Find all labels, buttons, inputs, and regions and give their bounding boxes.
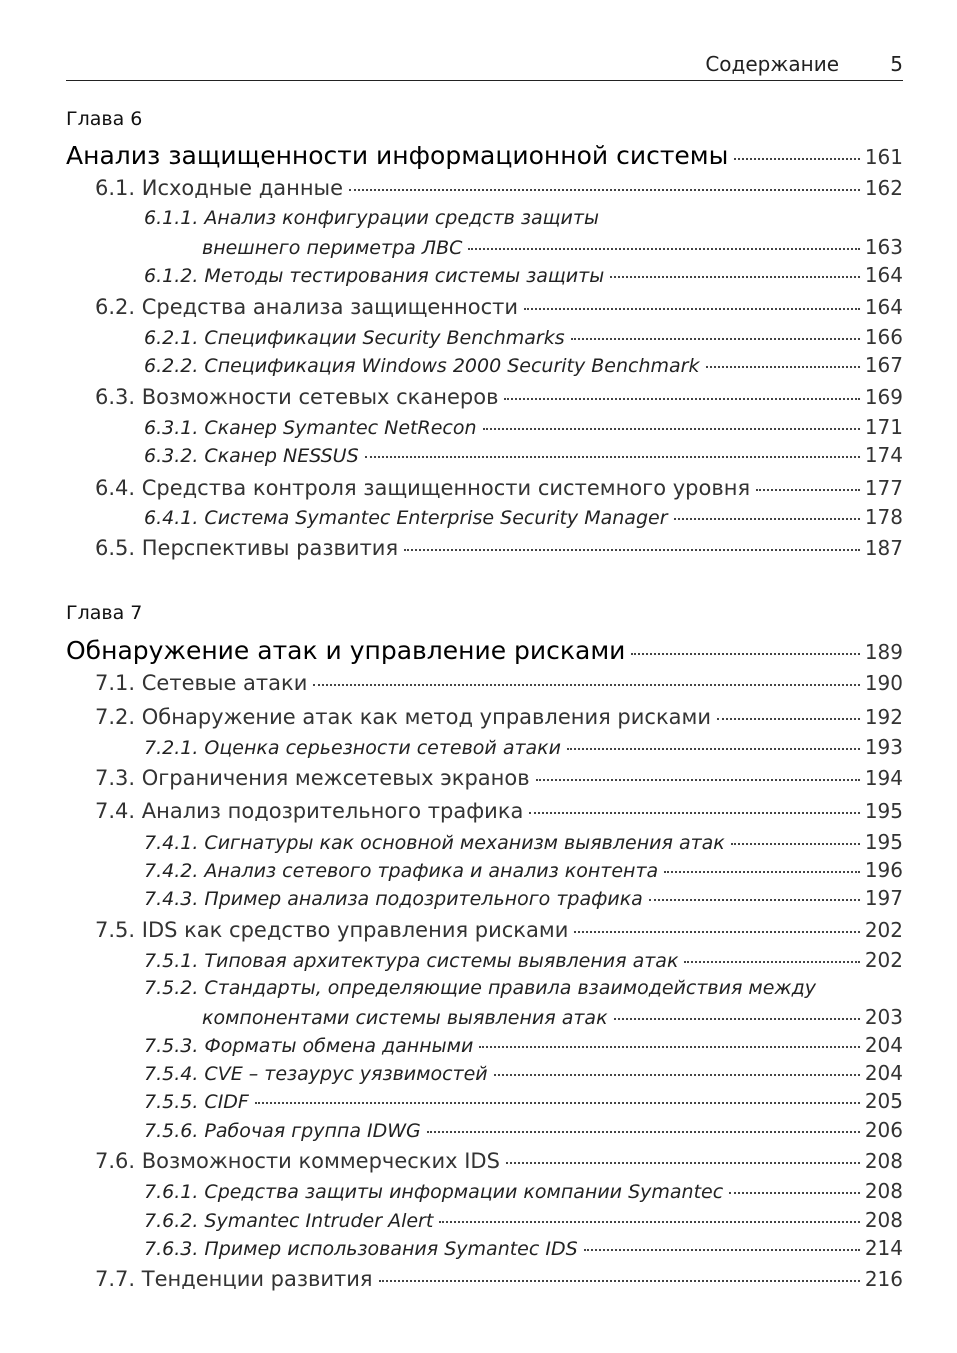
toc-subsection[interactable]	[66, 1033, 903, 1057]
toc-title: 7.6. Возможности коммерческих IDS	[95, 1149, 500, 1173]
leader-dots	[574, 931, 859, 933]
toc-title: 6.5. Перспективы развития	[95, 536, 399, 560]
toc-page: 193	[864, 735, 903, 759]
toc-page: 204	[864, 1061, 903, 1085]
leader-dots	[610, 276, 860, 278]
leader-dots	[631, 653, 859, 655]
leader-dots	[729, 1192, 860, 1194]
toc-subsection[interactable]	[66, 1118, 903, 1142]
toc-chapter-7[interactable]	[66, 636, 903, 665]
toc-page: 187	[864, 536, 903, 560]
toc-subsection[interactable]	[66, 325, 903, 349]
toc-title: 7.3. Ограничения межсетевых экранов	[95, 766, 530, 790]
chapter-6-label: Глава 6	[66, 108, 143, 130]
toc-page: 164	[864, 295, 903, 319]
leader-dots	[536, 779, 860, 781]
toc-page: 203	[864, 1005, 903, 1029]
toc-section[interactable]	[66, 385, 903, 409]
toc-subsection-line[interactable]: 7.5.2. Стандарты, определяющие правила взаимодействия между	[144, 977, 816, 999]
toc-title: 6.4.1. Система Symantec Enterprise Security Manager	[144, 507, 668, 529]
toc-title: 6.2.1. Спецификации Security Benchmarks	[144, 327, 565, 349]
leader-dots	[584, 1249, 860, 1251]
toc-title: 7.5.4. CVE – тезаурус уязвимостей	[144, 1063, 488, 1085]
toc-title: 7.4.3. Пример анализа подозрительного трафика	[144, 888, 643, 910]
toc-title: 7.4. Анализ подозрительного трафика	[95, 799, 524, 823]
toc-section[interactable]	[66, 766, 903, 790]
running-header-title: Содержание	[705, 52, 839, 76]
toc-page: 205	[864, 1089, 903, 1113]
toc-subsection[interactable]	[66, 443, 903, 467]
toc-page: 195	[864, 799, 903, 823]
leader-dots	[567, 748, 860, 750]
toc-title: 6.2.2. Спецификация Windows 2000 Security Benchmark	[144, 355, 700, 377]
leader-dots	[664, 871, 860, 873]
toc-title: внешнего периметра ЛВС	[202, 237, 463, 259]
toc-page: 161	[864, 145, 903, 169]
leader-dots	[439, 1221, 859, 1223]
toc-title: 6.1. Исходные данные	[95, 176, 344, 200]
toc-page: 189	[864, 640, 903, 664]
toc-title: 7.6.1. Средства защиты информации компании Symantec	[144, 1181, 724, 1203]
toc-chapter-6[interactable]	[66, 141, 903, 170]
toc-title: 7.6.2. Symantec Intruder Alert	[144, 1210, 434, 1232]
leader-dots	[756, 489, 860, 491]
toc-section[interactable]	[66, 918, 903, 942]
toc-section[interactable]	[66, 705, 903, 729]
leader-dots	[649, 899, 860, 901]
toc-title: компонентами системы выявления атак	[202, 1007, 608, 1029]
toc-title: 7.5.1. Типовая архитектура системы выявления атак	[144, 950, 679, 972]
toc-subsection[interactable]	[66, 1179, 903, 1203]
leader-dots	[524, 308, 860, 310]
leader-dots	[479, 1046, 859, 1048]
toc-section[interactable]	[66, 295, 903, 319]
leader-dots	[614, 1018, 860, 1020]
toc-subsection-line[interactable]: 6.1.1. Анализ конфигурации средств защиты	[144, 207, 599, 229]
leader-dots	[404, 549, 860, 551]
toc-subsection[interactable]	[66, 1236, 903, 1260]
leader-dots	[731, 843, 860, 845]
toc-title: 6.2. Средства анализа защищенности	[95, 295, 519, 319]
toc-page: 206	[864, 1118, 903, 1142]
toc-subsection[interactable]	[66, 735, 903, 759]
toc-subsection[interactable]	[66, 858, 903, 882]
toc-subsection[interactable]	[66, 235, 903, 259]
toc-section[interactable]	[66, 1149, 903, 1173]
toc-page: 197	[864, 886, 903, 910]
toc-section[interactable]	[66, 536, 903, 560]
toc-page: 204	[864, 1033, 903, 1057]
leader-dots	[674, 518, 860, 520]
toc-section[interactable]	[66, 176, 903, 200]
toc-page: 202	[864, 918, 903, 942]
toc-page: 192	[864, 705, 903, 729]
toc-page: 214	[864, 1236, 903, 1260]
toc-page: 208	[864, 1179, 903, 1203]
toc-page: 166	[864, 325, 903, 349]
toc-page: 216	[864, 1267, 903, 1291]
toc-title: 7.2.1. Оценка серьезности сетевой атаки	[144, 737, 561, 759]
toc-title: 7.5.3. Форматы обмена данными	[144, 1035, 474, 1057]
toc-title: 7.4.2. Анализ сетевого трафика и анализ контента	[144, 860, 659, 882]
toc-title: 7.6.3. Пример использования Symantec IDS	[144, 1238, 578, 1260]
leader-dots	[506, 1162, 860, 1164]
toc-page: 190	[864, 671, 903, 695]
running-header	[66, 50, 903, 81]
chapter-7-label: Глава 7	[66, 602, 143, 624]
leader-dots	[504, 398, 859, 400]
toc-title: 7.7. Тенденции развития	[95, 1267, 373, 1291]
toc-page: 196	[864, 858, 903, 882]
toc-title: Обнаружение атак и управление рисками	[66, 636, 626, 665]
toc-title: 7.1. Сетевые атаки	[95, 671, 308, 695]
toc-subsection[interactable]	[66, 1089, 903, 1113]
toc-title: 6.3.1. Сканер Symantec NetRecon	[144, 417, 477, 439]
toc-title: 7.5.6. Рабочая группа IDWG	[144, 1120, 421, 1142]
leader-dots	[379, 1280, 860, 1282]
leader-dots	[313, 684, 859, 686]
toc-subsection[interactable]	[66, 886, 903, 910]
toc-page: 194	[864, 766, 903, 790]
toc-title: 7.2. Обнаружение атак как метод управления рисками	[95, 705, 712, 729]
toc-section[interactable]	[66, 671, 903, 695]
toc-page: 164	[864, 263, 903, 287]
toc-subsection[interactable]	[66, 263, 903, 287]
leader-dots	[734, 158, 859, 160]
toc-subsection[interactable]	[66, 830, 903, 854]
toc-subsection[interactable]	[66, 505, 903, 529]
leader-dots	[571, 338, 860, 340]
page-number: 5	[890, 52, 903, 76]
toc-subsection[interactable]	[66, 415, 903, 439]
leader-dots	[365, 456, 860, 458]
toc-title: 7.5.5. CIDF	[144, 1091, 249, 1113]
toc-subsection[interactable]	[66, 353, 903, 377]
leader-dots	[468, 248, 859, 250]
toc-page: 163	[864, 235, 903, 259]
leader-dots	[483, 428, 860, 430]
toc-subsection[interactable]	[66, 948, 903, 972]
toc-page: 195	[864, 830, 903, 854]
leader-dots	[706, 366, 860, 368]
leader-dots	[255, 1102, 860, 1104]
toc-title: 6.3.2. Сканер NESSUS	[144, 445, 359, 467]
toc-title: 6.4. Средства контроля защищенности системного уровня	[95, 476, 751, 500]
toc-title: 7.4.1. Сигнатуры как основной механизм выявления атак	[144, 832, 725, 854]
toc-page: 162	[864, 176, 903, 200]
toc-page: 174	[864, 443, 903, 467]
toc-page: 169	[864, 385, 903, 409]
toc-title: Анализ защищенности информационной системы	[66, 141, 729, 170]
toc-section[interactable]	[66, 476, 903, 500]
toc-page: 208	[864, 1208, 903, 1232]
toc-subsection[interactable]	[66, 1061, 903, 1085]
leader-dots	[529, 812, 859, 814]
toc-page: 178	[864, 505, 903, 529]
leader-dots	[494, 1074, 860, 1076]
toc-page: 202	[864, 948, 903, 972]
toc-page: 177	[864, 476, 903, 500]
toc-page: 208	[864, 1149, 903, 1173]
leader-dots	[349, 189, 860, 191]
toc-section[interactable]	[66, 1267, 903, 1291]
toc-subsection[interactable]	[66, 1208, 903, 1232]
leader-dots	[717, 718, 860, 720]
toc-section[interactable]	[66, 799, 903, 823]
toc-title: 6.1.2. Методы тестирования системы защиты	[144, 265, 605, 287]
toc-title: 6.3. Возможности сетевых сканеров	[95, 385, 499, 409]
toc-page: 167	[864, 353, 903, 377]
leader-dots	[427, 1131, 860, 1133]
toc-page: 171	[864, 415, 903, 439]
toc-subsection[interactable]	[66, 1005, 903, 1029]
toc-title: 7.5. IDS как средство управления рисками	[95, 918, 569, 942]
leader-dots	[684, 961, 859, 963]
